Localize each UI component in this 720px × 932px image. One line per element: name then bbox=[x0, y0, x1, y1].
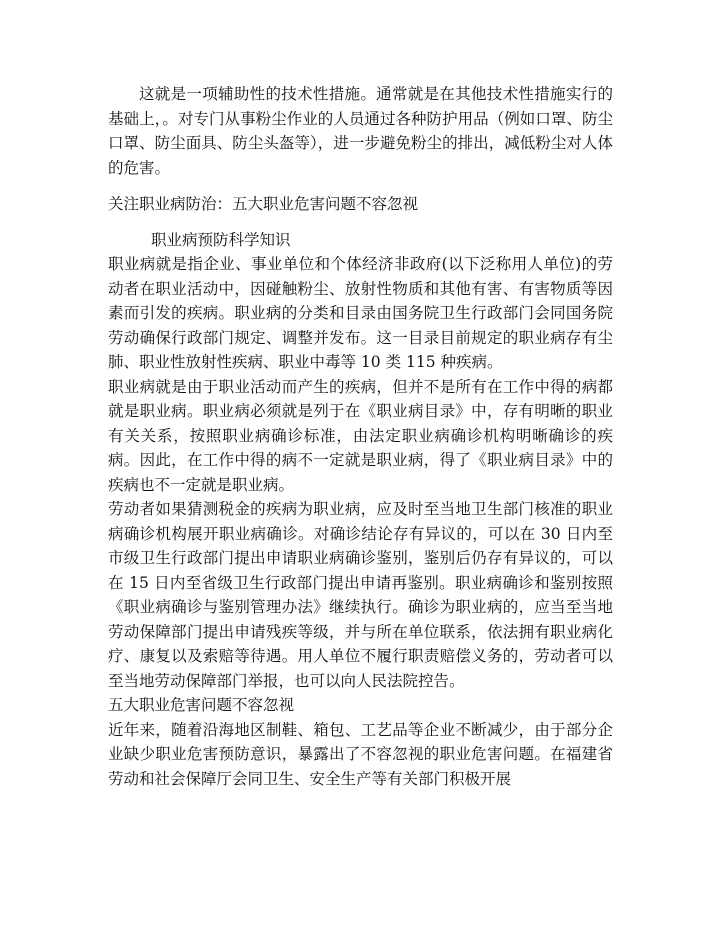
section-heading-occupational-disease: 关注职业病防治：五大职业危害问题不容忽视 bbox=[108, 195, 419, 213]
section-heading-five-hazards: 五大职业危害问题不容忽视 bbox=[108, 696, 295, 714]
subheading-prevention-knowledge: 职业病预防科学知识 bbox=[151, 230, 291, 249]
paragraph-definition: 职业病就是指企业、事业单位和个体经济非政府(以下泛称用人单位)的劳动者在职业活动中，因碰触粉尘、放射性物质和其他有害、有害物质等因素而引发的疾病。职业病的分类和目录由国务院卫生行政部门会同国务院劳动确保行政部门规定、调整并发布。这一目录目前规定的职业病存有尘肺、职业性放射性疾病、职业中毒等 10 类 115 种疾病。 bbox=[108, 255, 613, 371]
paragraph-hazards-intro: 近年来，随着沿海地区制鞋、箱包、工艺品等企业不断减少，由于部分企业缺少职业危害预防意识，暴露出了不容忽视的职业危害问题。在福建省劳动和社会保障厅会同卫生、安全生产等有关部门积极开展 bbox=[108, 720, 613, 788]
paragraph-protective-measures: 这就是一项辅助性的技术性措施。通常就是在其他技术性措施实行的基础上，。对专门从事粉尘作业的人员通过各种防护用品（例如口罩、防尘口罩、防尘面具、防尘头盔等），进一步避免粉尘的排出，减低粉尘对人体的危害。 bbox=[108, 85, 613, 177]
paragraph-diagnosis-criteria: 职业病就是由于职业活动而产生的疾病，但并不是所有在工作中得的病都就是职业病。职业病必须就是列于在《职业病目录》中，存有明晰的职业有关关系，按照职业病确诊标准，由法定职业病确诊机构明晰确诊的疾病。因此，在工作中得的病不一定就是职业病，得了《职业病目录》中的疾病也不一定就是职业病。 bbox=[108, 377, 613, 494]
paragraph-diagnosis-procedure: 劳动者如果猜测税金的疾病为职业病，应及时至当地卫生部门核准的职业病确诊机构展开职业病确诊。对确诊结论存有异议的，可以在 30 日内至市级卫生行政部门提出申请职业病确诊鉴别，鉴别后仍存有异议的，可以在 15 日内至省级卫生行政部门提出申请再鉴别。职业病确诊和鉴别按照《职业病确诊与鉴别管理办法》继续执行。确诊为职业病的，应当至当地劳动保障部门提出申请残疾等级，并与所在单位联系，依法拥有职业病化疗、康复以及索赔等待遇。用人单位不履行职责赔偿义务的，劳动者可以至当地劳动保障部门举报，也可以向人民法院控告。 bbox=[108, 500, 613, 690]
document-page bbox=[108, 82, 613, 791]
